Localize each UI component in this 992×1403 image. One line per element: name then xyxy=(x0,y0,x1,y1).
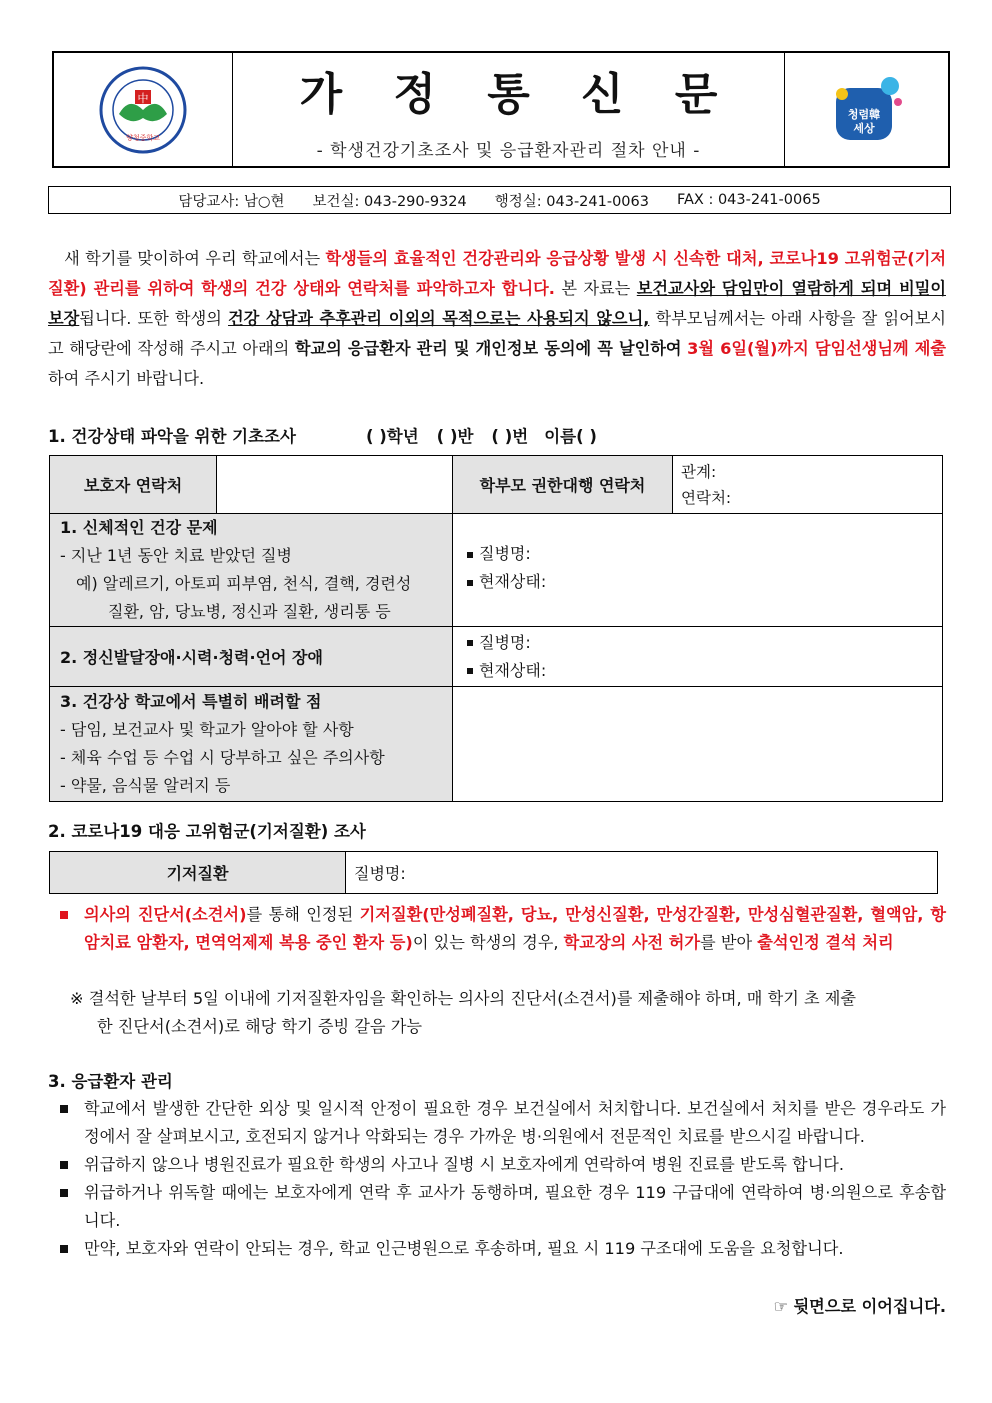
school-emblem-icon xyxy=(99,66,187,154)
mental-disability-label: 2. 정신발달장애·시력·청력·언어 장애 xyxy=(50,627,453,687)
health-room-phone: 보건실: 043-290-9324 xyxy=(312,193,467,210)
square-bullet-icon xyxy=(467,552,473,558)
proxy-contact-input[interactable]: 관계: 연락처: xyxy=(673,456,943,514)
grade-field[interactable]: ( )학년 xyxy=(365,427,419,446)
school-logo-cell xyxy=(54,53,233,166)
physical-health-label: 1. 신체적인 건강 문제 - 지난 1년 동안 치료 받았던 질병 예) 알레르기, 아토피 피부염, 천식, 결핵, 경련성 질환, 암, 당뇨병, 정신과 질환, 생리통 등 xyxy=(50,514,453,627)
fax-number: FAX : 043-241-0065 xyxy=(676,192,821,208)
list-item: 위급하거나 위독할 때에는 보호자에게 연락 후 교사가 동행하며, 필요한 경우 119 구급대에 연락하여 병·의원으로 후송합니다. xyxy=(60,1179,946,1235)
integrity-logo-icon xyxy=(828,74,906,146)
underlying-disease-label: 기저질환 xyxy=(50,852,346,894)
covid-note: ※ 결석한 날부터 5일 이내에 기저질환자임을 확인하는 의사의 진단서(소견서)를 제출해야 하며, 매 학기 초 제출 한 진단서(소견서)로 해당 학기 증빙 갈음 가능 xyxy=(70,989,857,1036)
covid-notice: 의사의 진단서(소견서)를 통해 인정된 기저질환(만성폐질환, 당뇨, 만성신질환, 만성간질환, 만성심혈관질환, 혈액암, 항암치료 암환자, 면역억제제 복용 중인 환자 등)이 있는 학생의 경우, 학교장의 사전 허가를 받아 출석인정 결석 처리 xyxy=(60,901,946,957)
square-bullet-icon xyxy=(467,640,473,646)
section1-heading: 1. 건강상태 파악을 위한 기초조사 ( )학년 ( )반 ( )번 이름( ) xyxy=(48,423,946,447)
guardian-contact-label: 보호자 연락처 xyxy=(50,456,217,514)
health-survey-table xyxy=(49,455,943,802)
list-item: 만약, 보호자와 연락이 안되는 경우, 학교 인근병원으로 후송하며, 필요 시 119 구조대에 도움을 요청합니다. xyxy=(60,1235,946,1263)
integrity-logo-cell xyxy=(785,53,948,166)
square-bullet-icon xyxy=(467,580,473,586)
intro-paragraph: 새 학기를 맞이하여 우리 학교에서는 학생들의 효율적인 건강관리와 응급상황 발생 시 신속한 대처, 코로나19 고위험군(기저질환) 관리를 위하여 학생의 건강 상태와 연락처를 파악하고자 합니다. 본 자료는 보건교사와 담임만이 열람하게 되며 비밀이 보장됩니다. 또한 학생의 건강 상담과 추후관리 이외의 목적으로는 사용되지 않으니, 학부모님께서는 아래 사항을 잘 읽어보시고 해당란에 작성해 주시고 아래의 학교의 응급환자 관리 및 개인정보 동의에 꼭 날인하여 3월 6일(월)까지 담임선생님께 제출하여 주시기 바랍니다. xyxy=(48,249,947,388)
mental-disability-input[interactable]: 질병명: 현재상태: xyxy=(453,627,943,687)
admin-office-phone: 행정실: 043-241-0063 xyxy=(494,193,649,210)
number-field[interactable]: ( )번 xyxy=(491,427,529,446)
title-cell xyxy=(233,53,785,166)
emergency-procedure-list xyxy=(60,1095,946,1263)
teacher-info: 담당교사: 남○현 xyxy=(178,193,285,210)
header-box xyxy=(52,51,950,168)
guardian-contact-input[interactable] xyxy=(217,456,453,514)
square-bullet-icon xyxy=(60,911,68,919)
special-care-label: 3. 건강상 학교에서 특별히 배려할 점 - 담임, 보건교사 및 학교가 알아야 할 사항 - 체육 수업 등 수업 시 당부하고 싶은 주의사항 - 약물, 음식물 알러지 등 xyxy=(50,687,453,802)
section2-heading: 2. 코로나19 대응 고위험군(기저질환) 조사 xyxy=(48,822,366,841)
page-title: 가 정 통 신 문 xyxy=(299,69,736,120)
square-bullet-icon xyxy=(60,1161,68,1169)
square-bullet-icon xyxy=(60,1189,68,1197)
class-field[interactable]: ( )반 xyxy=(436,427,474,446)
proxy-contact-label: 학부모 권한대행 연락처 xyxy=(453,456,673,514)
svg-text:中: 中 xyxy=(137,91,149,105)
name-field[interactable]: 이름( ) xyxy=(544,427,597,446)
underlying-disease-table xyxy=(49,851,938,894)
physical-health-input[interactable]: 질병명: 현재상태: xyxy=(453,514,943,627)
special-care-input[interactable] xyxy=(453,687,943,802)
contact-bar xyxy=(48,186,951,214)
underlying-disease-input[interactable]: 질병명: xyxy=(346,852,938,894)
list-item: 학교에서 발생한 간단한 외상 및 일시적 안정이 필요한 경우 보건실에서 처치합니다. 보건실에서 처치를 받은 경우라도 가정에서 잘 살펴보시고, 호전되지 않거나 악화되는 경우 가까운 병·의원에서 전문적인 치료를 받으시길 바랍니다. xyxy=(60,1095,946,1151)
continued-notice: ☞ 뒷면으로 이어집니다. xyxy=(773,1297,946,1316)
list-item: 위급하지 않으나 병원진료가 필요한 학생의 사고나 질병 시 보호자에게 연락하여 병원 진료를 받도록 합니다. xyxy=(60,1151,946,1179)
square-bullet-icon xyxy=(60,1245,68,1253)
page-subtitle: - 학생건강기초조사 및 응급환자관리 절차 안내 - xyxy=(316,141,701,161)
square-bullet-icon xyxy=(60,1105,68,1113)
svg-text:양청중학교: 양청중학교 xyxy=(126,133,160,142)
section3-heading: 3. 응급환자 관리 xyxy=(48,1072,173,1091)
svg-text:청렴韓: 청렴韓 xyxy=(847,107,880,121)
svg-text:세상: 세상 xyxy=(852,121,875,135)
square-bullet-icon xyxy=(467,668,473,674)
